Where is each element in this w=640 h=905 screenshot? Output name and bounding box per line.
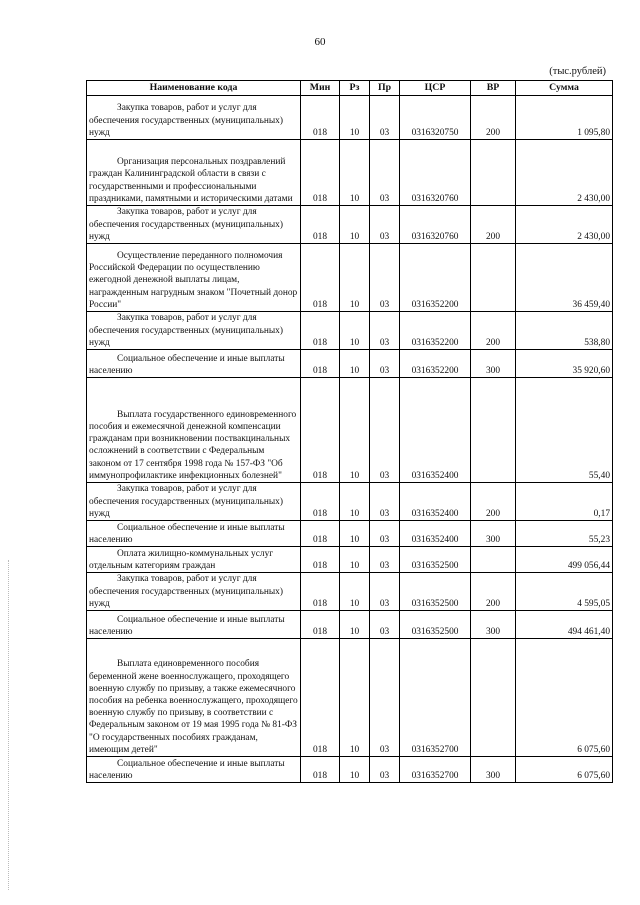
cell-csr: 0316320760 [400,206,471,244]
cell-csr: 0316352700 [400,757,471,783]
cell-csr: 0316352200 [400,244,471,312]
budget-table [86,80,613,783]
table-row [87,757,613,783]
table-header-row [87,81,613,96]
table-row [87,639,613,757]
cell-rz: 10 [340,312,370,350]
table-row [87,140,613,206]
cell-pr: 03 [370,140,400,206]
cell-csr: 0316320750 [400,96,471,140]
table-row [87,483,613,521]
header-vr: ВР [471,81,516,96]
cell-name: Выплата единовременного пособия беременной жене военнослужащего, проходящего военную службу по призыву, а также ежемесячного пособия на ребенка военнослужащего, проходящего военную службу по призыву, в соответствии с Федеральным законом от 19 мая 1995 года № 81-ФЗ "О государственных пособиях гражданам, имеющим детей" [87,639,301,757]
table-row [87,350,613,378]
cell-sum: 4 595,05 [516,573,613,611]
header-csr: ЦСР [400,81,471,96]
header-rz: Рз [340,81,370,96]
table-row [87,206,613,244]
cell-csr: 0316352200 [400,312,471,350]
cell-csr: 0316320760 [400,140,471,206]
cell-vr [471,378,516,483]
cell-csr: 0316352400 [400,521,471,547]
cell-name: Социальное обеспечение и иные выплаты населению [87,757,301,783]
units-label: (тыс.рублей) [549,66,606,77]
cell-sum: 2 430,00 [516,206,613,244]
cell-pr: 03 [370,312,400,350]
cell-vr [471,639,516,757]
cell-csr: 0316352500 [400,547,471,573]
cell-sum: 55,40 [516,378,613,483]
cell-vr: 300 [471,611,516,639]
cell-rz: 10 [340,757,370,783]
cell-min: 018 [301,378,340,483]
cell-name: Оплата жилищно-коммунальных услуг отдельным категориям граждан [87,547,301,573]
cell-pr: 03 [370,639,400,757]
cell-pr: 03 [370,611,400,639]
cell-rz: 10 [340,521,370,547]
table-row [87,378,613,483]
cell-sum: 35 920,60 [516,350,613,378]
cell-sum: 538,80 [516,312,613,350]
cell-name: Закупка товаров, работ и услуг для обеспечения государственных (муниципальных) нужд [87,573,301,611]
cell-pr: 03 [370,573,400,611]
header-min: Мин [301,81,340,96]
cell-rz: 10 [340,206,370,244]
cell-sum: 36 459,40 [516,244,613,312]
table-row [87,611,613,639]
cell-name: Закупка товаров, работ и услуг для обеспечения государственных (муниципальных) нужд [87,96,301,140]
cell-name: Организация персональных поздравлений граждан Калининградской области в связи с государственными и профессиональными праздниками, памятными и историческими датами [87,140,301,206]
cell-sum: 499 056,44 [516,547,613,573]
cell-name: Закупка товаров, работ и услуг для обеспечения государственных (муниципальных) нужд [87,206,301,244]
cell-vr: 200 [471,483,516,521]
cell-name: Социальное обеспечение и иные выплаты населению [87,521,301,547]
header-pr: Пр [370,81,400,96]
cell-rz: 10 [340,483,370,521]
cell-csr: 0316352500 [400,611,471,639]
cell-name: Закупка товаров, работ и услуг для обеспечения государственных (муниципальных) нужд [87,483,301,521]
cell-min: 018 [301,350,340,378]
cell-name: Осуществление переданного полномочия Российской Федерации по осуществлению ежегодной денежной выплаты лицам, награжденным нагрудным знаком "Почетный донор России" [87,244,301,312]
cell-rz: 10 [340,96,370,140]
cell-rz: 10 [340,244,370,312]
table-row [87,96,613,140]
cell-min: 018 [301,206,340,244]
cell-pr: 03 [370,96,400,140]
header-sum: Сумма [516,81,613,96]
cell-vr [471,244,516,312]
cell-vr: 200 [471,206,516,244]
cell-min: 018 [301,483,340,521]
cell-sum: 1 095,80 [516,96,613,140]
cell-min: 018 [301,96,340,140]
cell-rz: 10 [340,350,370,378]
page-number: 60 [314,36,326,48]
cell-min: 018 [301,244,340,312]
table-row [87,547,613,573]
cell-rz: 10 [340,140,370,206]
header-name: Наименование кода [87,81,301,96]
table-row [87,244,613,312]
cell-rz: 10 [340,611,370,639]
cell-pr: 03 [370,757,400,783]
cell-min: 018 [301,611,340,639]
cell-min: 018 [301,639,340,757]
cell-min: 018 [301,312,340,350]
scan-margin-marks [8,560,10,890]
cell-vr: 200 [471,312,516,350]
cell-min: 018 [301,757,340,783]
cell-csr: 0316352400 [400,483,471,521]
cell-sum: 6 075,60 [516,639,613,757]
cell-rz: 10 [340,573,370,611]
cell-pr: 03 [370,547,400,573]
cell-name: Выплата государственного единовременного пособия и ежемесячной денежной компенсации гражданам при возникновении поствакцинальных осложнений в соответствии с Федеральным законом от 17 сентября 1998 года № 157-ФЗ "Об иммунопрофилактике инфекционных болезней" [87,378,301,483]
cell-min: 018 [301,573,340,611]
cell-rz: 10 [340,378,370,483]
table-row [87,312,613,350]
cell-pr: 03 [370,483,400,521]
cell-pr: 03 [370,244,400,312]
cell-sum: 494 461,40 [516,611,613,639]
cell-name: Закупка товаров, работ и услуг для обеспечения государственных (муниципальных) нужд [87,312,301,350]
cell-pr: 03 [370,521,400,547]
cell-min: 018 [301,521,340,547]
cell-vr: 300 [471,521,516,547]
cell-sum: 6 075,60 [516,757,613,783]
cell-min: 018 [301,547,340,573]
table-row [87,573,613,611]
cell-sum: 0,17 [516,483,613,521]
cell-name: Социальное обеспечение и иные выплаты населению [87,611,301,639]
cell-csr: 0316352500 [400,573,471,611]
cell-sum: 55,23 [516,521,613,547]
cell-rz: 10 [340,639,370,757]
cell-vr: 200 [471,96,516,140]
cell-csr: 0316352700 [400,639,471,757]
cell-vr: 300 [471,350,516,378]
cell-vr: 200 [471,573,516,611]
cell-rz: 10 [340,547,370,573]
cell-name: Социальное обеспечение и иные выплаты населению [87,350,301,378]
cell-pr: 03 [370,378,400,483]
cell-vr [471,140,516,206]
cell-vr [471,547,516,573]
cell-pr: 03 [370,206,400,244]
cell-min: 018 [301,140,340,206]
cell-csr: 0316352400 [400,378,471,483]
cell-pr: 03 [370,350,400,378]
table-row [87,521,613,547]
cell-sum: 2 430,00 [516,140,613,206]
cell-vr: 300 [471,757,516,783]
cell-csr: 0316352200 [400,350,471,378]
